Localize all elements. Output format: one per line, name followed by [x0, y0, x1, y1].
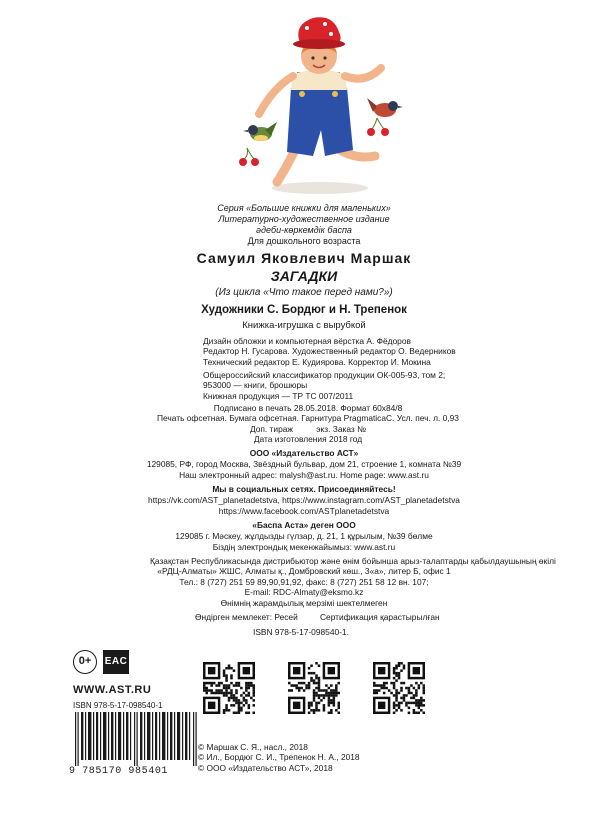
kz-publisher-email: Біздің электрондық мекенжайымыз: www.ast.ru	[212, 542, 396, 552]
cycle-line: (Из цикла «Что такое перед нами?»)	[215, 287, 393, 298]
publisher-contacts: Наш электронный адрес: malysh@ast.ru. Home page: www.ast.ru	[179, 470, 429, 480]
qr-pattern	[288, 662, 340, 714]
kz-publisher-name: «Баспа Аста» деген ООО	[252, 520, 356, 530]
classifier-line: Общероссийский классификатор продукции ОК-005-93, том 2;	[203, 370, 446, 380]
classifier-line: 953000 — книги, брошюры	[203, 380, 308, 391]
kz-distributor-line: Тел.: 8 (727) 251 59 89,90,91,92, факс: 8 (727) 251 58 12 вн. 107;	[179, 576, 429, 587]
copyright-line: © Ил., Бордюг С. И., Трепенок Н. А., 2018	[198, 752, 360, 763]
author-name: Самуил Яковлевич Маршак	[196, 250, 412, 266]
book-title: ЗАГАДКИ	[270, 268, 338, 284]
qr-code-vk[interactable]	[203, 662, 255, 714]
social-link[interactable]: https://www.facebook.com/ASTplanetadetstva	[218, 506, 390, 516]
print-line: Подписано в печать 28.05.2018. Формат 60х84/8	[213, 403, 403, 413]
social-heading: Мы в социальных сетях. Присоединяйтесь!	[212, 484, 396, 494]
classifier-block	[203, 370, 445, 401]
illustrators-line: Художники С. Бордюг и Н. Трепенок	[201, 304, 407, 316]
publisher-name: ООО «Издательство АСТ»	[249, 448, 359, 458]
isbn-small: ISBN 978-5-17-098540-1	[73, 701, 163, 710]
publisher-address: 129085, РФ, город Москва, Звёздный бульвар, дом 21, строение 1, комната №39	[146, 459, 462, 469]
print-line: Дата изготовления 2018 год	[253, 434, 363, 445]
credits-line: Дизайн обложки и компьютерная вёрстка А. Фёдоров	[203, 336, 411, 346]
illustration-boy-with-birds	[225, 10, 415, 200]
age-line: Для дошкольного возраста	[247, 236, 361, 246]
kz-distributor-line: Қазақстан Республикасында дистрибьютор және өнім бойынша арыз-талаптарды қабылдаушының өкілі	[150, 556, 556, 566]
site-url[interactable]: WWW.AST.RU	[73, 684, 152, 696]
age-rating-badge	[73, 650, 97, 674]
print-line: Доп. тираж экз. Заказ №	[249, 423, 367, 434]
eac-text: EAC	[104, 656, 128, 667]
qr-code-instagram[interactable]	[288, 662, 340, 714]
barcode	[73, 712, 201, 766]
genre-kz-line: әдеби-көркемдік баспа	[256, 225, 352, 235]
print-line: Печать офсетная. Бумага офсетная. Гарнитура PragmaticaC. Усл. печ. л. 0,93	[157, 413, 459, 424]
credits-block	[203, 336, 456, 367]
kz-publisher-address: 129085 г. Мәскеу, жұлдызды гүлзар, д. 21, 1 құрылым, №39 бөлме	[175, 531, 433, 541]
series-line: Серия «Большие книжки для маленьких»	[217, 203, 391, 213]
eac-mark	[103, 650, 129, 674]
kz-distributor-line: Өнімнің жарамдылық мерзімі шектелмеген	[220, 597, 388, 608]
barcode-digits: 9 785170 985401	[69, 766, 169, 777]
copyright-line: © ООО «Издательство АСТ», 2018	[198, 762, 333, 773]
qr-pattern	[373, 662, 425, 714]
credits-line: Редактор Н. Гусарова. Художественный редактор О. Ведерников	[203, 346, 456, 357]
isbn-main: ISBN 978-5-17-098540-1.	[253, 627, 349, 637]
credits-line: Технический редактор Е. Кудиярова. Корректор И. Мокина	[203, 356, 431, 367]
classifier-line: Книжная продукция — ТР ТС 007/2011	[203, 390, 354, 401]
social-link[interactable]: https://vk.com/AST_planetadetstva, https://www.instagram.com/AST_planetadetstva	[148, 495, 460, 505]
print-block	[157, 403, 459, 445]
kz-distributor-line: E-mail: RDC-Almaty@eksmo.kz	[244, 587, 364, 598]
copyright-block	[198, 742, 360, 773]
kz-distributor-block	[150, 556, 556, 608]
kz-distributor-line: «РДЦ-Алматы» ЖШС, Алматы қ., Домбровский көш., 3«а», литер Б, офис 1	[157, 566, 451, 577]
origin-cert: Сертификация қарастырылған	[320, 612, 440, 622]
copyright-line: © Маршак С. Я., насл., 2018	[198, 742, 308, 752]
age-rating-text: 0+	[78, 655, 92, 667]
qr-code-facebook[interactable]	[373, 662, 425, 714]
origin-country: Өндірген мемлекет: Ресей	[195, 612, 298, 622]
qr-pattern	[203, 662, 255, 714]
book-type-line: Книжка-игрушка с вырубкой	[242, 320, 366, 331]
genre-line: Литературно-художественное издание	[218, 214, 390, 224]
